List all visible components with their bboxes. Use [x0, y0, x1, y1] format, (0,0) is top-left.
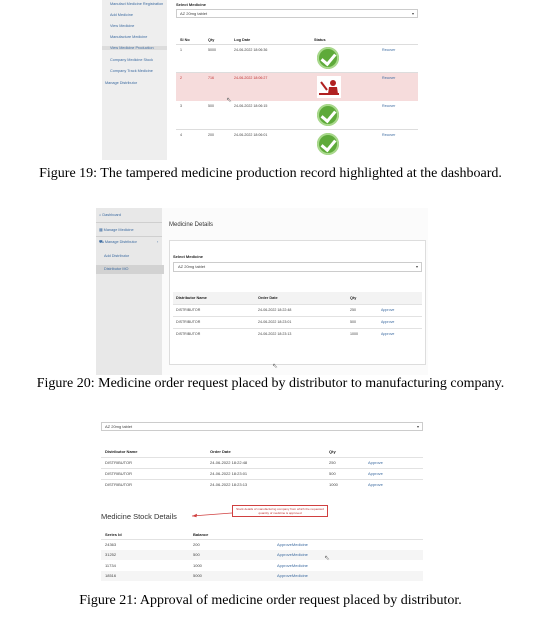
sidebar-item[interactable]: Company Track Medicine	[110, 69, 153, 73]
select-value: AZ 20mg tablet	[178, 264, 206, 269]
divider	[96, 222, 162, 223]
figure-19-screenshot	[102, 0, 422, 160]
column-header: Log Date	[234, 38, 251, 42]
series-id-cell: 31252	[105, 552, 117, 557]
date-cell: 24-06-2022 18:06:27	[234, 76, 268, 80]
date-cell: 24-06-2022 18:22:48	[258, 308, 292, 312]
mouse-cursor-icon: ⇖	[324, 555, 330, 562]
sidebar-item[interactable]: Manufact Medicine Registration	[110, 2, 164, 6]
check-icon	[317, 47, 339, 69]
select-label: Select Medicine	[173, 254, 204, 259]
divider	[101, 479, 423, 480]
page-title: Medicine Details	[169, 222, 214, 228]
qty-cell: 500	[350, 320, 356, 324]
divider	[173, 316, 422, 317]
approve-medicine-link[interactable]: ApproveMedicine	[277, 542, 308, 547]
recover-link[interactable]: Recover	[382, 48, 396, 52]
sl-cell: 3	[180, 104, 182, 108]
table-row	[176, 45, 418, 72]
annotation-callout: Stock details of manufacturing company from which the requested quantity of medicine is approved	[232, 505, 328, 517]
sidebar	[102, 0, 167, 160]
column-header: Series Id	[105, 532, 122, 537]
distributor-cell: DISTRIBUTOR	[105, 460, 133, 465]
table-row	[176, 130, 418, 160]
sidebar-item[interactable]: Company Medicine Stock	[110, 58, 154, 62]
sidebar-item[interactable]: Manage Distributor	[105, 81, 138, 85]
column-header: Distributor Name	[105, 449, 138, 454]
medicine-select[interactable]	[176, 9, 418, 18]
column-header: Qty	[350, 296, 357, 300]
sidebar-item[interactable]: View Medicine	[110, 24, 135, 28]
figure-20-caption: Figure 20: Medicine order request placed by distributor to manufacturing company.	[36, 376, 505, 391]
qty-cell: 250	[329, 460, 336, 465]
approve-link[interactable]: Approve	[368, 471, 383, 476]
qty-cell: 200	[208, 133, 214, 137]
annotation-arrow-icon	[189, 511, 232, 519]
chevron-down-icon: ▾	[415, 264, 418, 269]
approve-medicine-link[interactable]: ApproveMedicine	[277, 573, 308, 578]
series-id-cell: 11734	[105, 563, 116, 568]
qty-cell: 500	[329, 471, 336, 476]
divider	[101, 457, 423, 458]
series-id-cell: 18516	[105, 573, 117, 578]
table-row-stripe	[101, 550, 423, 560]
approve-link[interactable]: Approve	[381, 332, 395, 336]
column-header: Balance	[193, 532, 209, 537]
column-header: Qty	[208, 38, 215, 42]
date-cell: 24-06-2022 18:23:01	[210, 471, 248, 476]
qty-cell: 1000	[329, 482, 338, 487]
figure-21-caption: Figure 21: Approval of medicine order request placed by distributor.	[79, 593, 462, 608]
sl-cell: 2	[180, 76, 182, 80]
figure-19-caption: Figure 19: The tampered medicine production record highlighted at the dashboard.	[39, 166, 502, 181]
select-value: AZ 20mg tablet	[105, 424, 133, 429]
sl-cell: 1	[180, 48, 182, 52]
divider	[96, 236, 162, 237]
column-header: Qty	[329, 449, 336, 454]
column-header: Order Date	[258, 296, 278, 300]
table-row-tampered	[176, 73, 418, 101]
approve-link[interactable]: Approve	[381, 308, 395, 312]
approve-link[interactable]: Approve	[368, 482, 383, 487]
date-cell: 24-06-2022 18:06:15	[234, 104, 268, 108]
distributor-cell: DISTRIBUTOR	[176, 308, 201, 312]
balance-cell: 500	[193, 552, 200, 557]
table-row-stripe	[101, 571, 423, 581]
tampered-warning-icon	[317, 76, 341, 98]
date-cell: 24-06-2022 18:06:01	[234, 133, 268, 137]
date-cell: 24-06-2022 18:23:13	[258, 332, 292, 336]
medicine-select[interactable]	[173, 262, 422, 272]
approve-medicine-link[interactable]: ApproveMedicine	[277, 552, 308, 557]
date-cell: 24-06-2022 18:23:13	[210, 482, 248, 487]
distributor-cell: DISTRIBUTOR	[105, 482, 133, 487]
select-label: Select Medicine	[176, 2, 207, 7]
qty-cell: 1000	[350, 332, 358, 336]
approve-medicine-link[interactable]: ApproveMedicine	[277, 563, 308, 568]
recover-link[interactable]: Recover	[382, 104, 396, 108]
divider	[101, 468, 423, 469]
chevron-down-icon: ▾	[411, 11, 414, 16]
column-header: Status	[314, 38, 326, 42]
sidebar-item-dashboard[interactable]: ⌂ Dashboard	[99, 213, 121, 217]
qty-cell: 500	[208, 104, 214, 108]
column-header: Order Date	[210, 449, 231, 454]
sidebar-item-manage-distributor[interactable]: ⛟ Manage Distributor ‹	[99, 240, 159, 244]
chevron-down-icon: ▾	[416, 424, 419, 429]
sidebar-item-distributor-mo[interactable]: Distributor MO	[96, 265, 164, 274]
sl-cell: 4	[180, 133, 182, 137]
recover-link[interactable]: Recover	[382, 133, 396, 137]
date-cell: 24-06-2022 18:23:01	[258, 320, 292, 324]
figure-21-screenshot	[97, 420, 427, 590]
approve-link[interactable]: Approve	[381, 320, 395, 324]
check-icon	[317, 104, 339, 126]
divider	[101, 539, 423, 540]
balance-cell: 1000	[193, 563, 202, 568]
mouse-cursor-icon: ⇖	[226, 97, 232, 104]
series-id-cell: 24363	[105, 542, 117, 547]
date-cell: 24-06-2022 18:22:48	[210, 460, 248, 465]
mouse-cursor-icon: ⇖	[272, 363, 278, 370]
column-header: Sl No	[180, 38, 190, 42]
qty-cell: 250	[350, 308, 356, 312]
sidebar-item[interactable]: Manufacture Medicine	[110, 35, 148, 39]
select-value: AZ 20mg tablet	[180, 11, 208, 16]
divider	[173, 328, 422, 329]
divider	[173, 304, 422, 305]
qty-cell: 5000	[208, 48, 216, 52]
table-header	[173, 292, 422, 304]
date-cell: 24-06-2022 18:06:36	[234, 48, 268, 52]
medicine-select[interactable]	[101, 422, 423, 431]
distributor-cell: DISTRIBUTOR	[176, 332, 201, 336]
stock-section-title: Medicine Stock Details	[101, 512, 177, 521]
sidebar-item[interactable]: Add Medicine	[110, 13, 134, 17]
approve-link[interactable]: Approve	[368, 460, 383, 465]
sidebar-item-manage-medicine[interactable]: ▦ Manage Medicine	[99, 228, 134, 232]
table-row	[176, 101, 418, 129]
recover-link[interactable]: Recover	[382, 76, 396, 80]
balance-cell: 5000	[193, 573, 202, 578]
balance-cell: 200	[193, 542, 200, 547]
check-icon	[317, 133, 339, 155]
distributor-cell: DISTRIBUTOR	[105, 471, 133, 476]
column-header: Distributor Name	[176, 296, 207, 300]
figure-20-screenshot	[96, 208, 428, 375]
qty-cell: 716	[208, 76, 214, 80]
sidebar-item-add-distributor[interactable]: Add Distributor	[104, 254, 130, 258]
distributor-cell: DISTRIBUTOR	[176, 320, 201, 324]
sidebar-item-active[interactable]: View Medicine Production	[102, 46, 167, 50]
sidebar	[96, 208, 162, 375]
